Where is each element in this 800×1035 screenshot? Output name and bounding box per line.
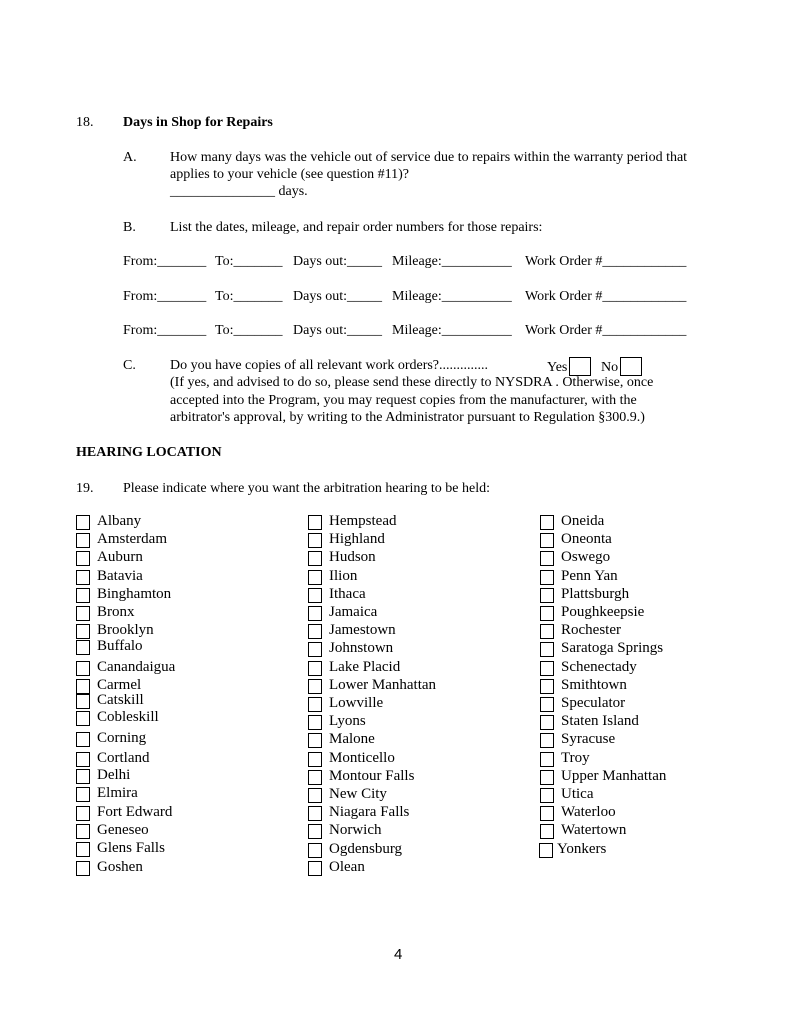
location-checkbox[interactable] <box>540 570 554 585</box>
location-checkbox[interactable] <box>308 806 322 821</box>
work-order-field[interactable]: Work Order #____________ <box>525 254 687 269</box>
q18c-letter: C. <box>123 358 136 373</box>
location-label: Oneida <box>561 513 605 529</box>
location-label: Oswego <box>561 549 611 566</box>
location-checkbox[interactable] <box>76 624 90 639</box>
location-checkbox[interactable] <box>76 694 90 709</box>
location-label: Highland <box>329 531 385 548</box>
location-checkbox[interactable] <box>76 824 90 839</box>
location-label: Lyons <box>329 713 366 730</box>
location-checkbox[interactable] <box>308 606 322 621</box>
location-label: Batavia <box>97 567 143 584</box>
location-checkbox[interactable] <box>308 588 322 603</box>
location-checkbox[interactable] <box>308 752 322 767</box>
location-checkbox[interactable] <box>76 588 90 603</box>
location-label: Lake Placid <box>329 658 401 675</box>
location-label: Lower Manhattan <box>329 676 437 693</box>
location-label: Jamaica <box>329 604 378 620</box>
location-label: Hudson <box>329 549 376 566</box>
hearing-location-heading: HEARING LOCATION <box>76 445 222 460</box>
location-label: Binghamton <box>97 585 172 602</box>
location-checkbox[interactable] <box>540 788 554 803</box>
work-order-field[interactable]: Work Order #____________ <box>525 323 687 338</box>
location-checkbox[interactable] <box>540 606 554 621</box>
location-checkbox[interactable] <box>308 843 322 858</box>
location-label: Upper Manhattan <box>561 767 667 784</box>
location-checkbox[interactable] <box>308 697 322 712</box>
location-checkbox[interactable] <box>308 624 322 639</box>
location-label: Ogdensburg <box>329 840 403 857</box>
location-checkbox[interactable] <box>76 752 90 767</box>
location-label: Poughkeepsie <box>561 604 645 620</box>
location-checkbox[interactable] <box>540 515 554 530</box>
location-label: Fort Edward <box>97 804 173 821</box>
q18-number: 18. <box>76 115 94 130</box>
location-label: Smithtown <box>561 676 627 693</box>
location-checkbox[interactable] <box>76 732 90 747</box>
q18a-line1: How many days was the vehicle out of service due to repairs within the warranty period that <box>170 150 688 165</box>
location-label: Geneseo <box>97 822 149 839</box>
location-label: Syracuse <box>561 731 616 748</box>
location-label: Troy <box>561 749 590 766</box>
location-label: Yonkers <box>557 840 607 857</box>
location-checkbox[interactable] <box>76 842 90 857</box>
location-checkbox[interactable] <box>76 711 90 726</box>
location-label: Brooklyn <box>97 622 154 639</box>
location-checkbox[interactable] <box>308 642 322 657</box>
location-checkbox[interactable] <box>308 533 322 548</box>
q18c-question: Do you have copies of all relevant work orders?.............. <box>170 358 489 373</box>
location-checkbox[interactable] <box>76 806 90 821</box>
location-checkbox[interactable] <box>308 861 322 876</box>
location-checkbox[interactable] <box>539 843 553 858</box>
location-label: Lowville <box>329 695 384 711</box>
q18b-letter: B. <box>123 220 136 235</box>
location-label: Schenectady <box>561 658 637 675</box>
location-label: Jamestown <box>329 622 396 639</box>
location-label: Niagara Falls <box>329 804 410 821</box>
location-label: Hempstead <box>329 513 397 529</box>
location-checkbox[interactable] <box>308 661 322 676</box>
location-label: Speculator <box>561 695 626 711</box>
location-checkbox[interactable] <box>308 733 322 748</box>
location-checkbox[interactable] <box>308 715 322 730</box>
q19-number: 19. <box>76 481 94 496</box>
location-checkbox[interactable] <box>540 770 554 785</box>
location-label: Carmel <box>97 676 142 693</box>
location-label: Glens Falls <box>97 839 165 856</box>
mileage-field[interactable]: Mileage:__________ <box>392 323 512 338</box>
location-label: Olean <box>329 858 365 875</box>
mileage-field[interactable]: Mileage:__________ <box>392 254 512 269</box>
q18a-line2: applies to your vehicle (see question #11)? <box>170 167 409 182</box>
from-field[interactable]: From:_______ <box>123 323 207 338</box>
location-label: Cobleskill <box>97 709 159 726</box>
location-label: Albany <box>97 513 142 529</box>
location-checkbox[interactable] <box>76 679 90 694</box>
location-label: Malone <box>329 731 375 748</box>
location-label: Penn Yan <box>561 567 618 584</box>
q19-text: Please indicate where you want the arbitration hearing to be held: <box>123 481 490 496</box>
q18c-line3: accepted into the Program, you may request copies from the manufacturer, with the <box>170 393 637 408</box>
location-checkbox[interactable] <box>540 624 554 639</box>
location-label: Bronx <box>97 604 135 620</box>
to-field[interactable]: To:_______ <box>215 289 283 304</box>
location-label: Monticello <box>329 749 395 766</box>
q18-title: Days in Shop for Repairs <box>123 115 273 130</box>
location-checkbox[interactable] <box>540 733 554 748</box>
location-label: Watertown <box>561 822 627 839</box>
location-checkbox[interactable] <box>540 806 554 821</box>
days-out-field[interactable]: Days out:_____ <box>293 254 383 269</box>
location-label: Cortland <box>97 749 150 766</box>
location-checkbox[interactable] <box>540 551 554 566</box>
location-checkbox[interactable] <box>308 570 322 585</box>
location-checkbox[interactable] <box>308 770 322 785</box>
location-label: Auburn <box>97 549 143 566</box>
q18c-line4: arbitrator's approval, by writing to the Administrator pursuant to Regulation §300.9.) <box>170 410 645 425</box>
location-label: Ithaca <box>329 585 366 602</box>
location-checkbox[interactable] <box>540 661 554 676</box>
location-label: Plattsburgh <box>561 585 630 602</box>
location-label: Rochester <box>561 622 621 639</box>
location-label: Goshen <box>97 858 143 875</box>
location-checkbox[interactable] <box>76 861 90 876</box>
yes-label: Yes <box>547 360 568 375</box>
q18a-days-field[interactable]: _______________ days. <box>170 184 308 199</box>
location-label: Corning <box>97 730 147 747</box>
location-checkbox[interactable] <box>76 533 90 548</box>
location-checkbox[interactable] <box>540 697 554 712</box>
location-label: Ilion <box>329 567 358 584</box>
location-checkbox[interactable] <box>76 640 90 655</box>
location-checkbox[interactable] <box>540 588 554 603</box>
location-checkbox[interactable] <box>308 515 322 530</box>
work-order-field[interactable]: Work Order #____________ <box>525 289 687 304</box>
location-checkbox[interactable] <box>308 551 322 566</box>
location-label: Johnstown <box>329 640 394 657</box>
location-checkbox[interactable] <box>76 570 90 585</box>
to-field[interactable]: To:_______ <box>215 254 283 269</box>
q18b-text: List the dates, mileage, and repair order numbers for those repairs: <box>170 220 543 235</box>
location-label: Amsterdam <box>97 531 167 548</box>
location-checkbox[interactable] <box>76 606 90 621</box>
days-out-field[interactable]: Days out:_____ <box>293 323 383 338</box>
location-checkbox[interactable] <box>76 515 90 530</box>
to-field[interactable]: To:_______ <box>215 323 283 338</box>
location-label: Utica <box>561 786 594 802</box>
days-out-field[interactable]: Days out:_____ <box>293 289 383 304</box>
location-label: Buffalo <box>97 638 143 655</box>
location-label: Waterloo <box>561 804 616 821</box>
location-checkbox[interactable] <box>76 787 90 802</box>
location-checkbox[interactable] <box>540 824 554 839</box>
location-label: Montour Falls <box>329 767 415 784</box>
location-checkbox[interactable] <box>308 679 322 694</box>
page-number: 4 <box>394 946 403 963</box>
location-label: Norwich <box>329 822 382 839</box>
location-checkbox[interactable] <box>540 715 554 730</box>
location-checkbox[interactable] <box>308 788 322 803</box>
no-label: No <box>601 360 619 375</box>
location-checkbox[interactable] <box>540 752 554 767</box>
location-label: Oneonta <box>561 531 612 548</box>
location-checkbox[interactable] <box>76 551 90 566</box>
location-checkbox[interactable] <box>76 661 90 676</box>
q18a-letter: A. <box>123 150 137 165</box>
location-checkbox[interactable] <box>540 679 554 694</box>
location-checkbox[interactable] <box>540 533 554 548</box>
location-checkbox[interactable] <box>76 769 90 784</box>
mileage-field[interactable]: Mileage:__________ <box>392 289 512 304</box>
location-label: Catskill <box>97 692 144 708</box>
location-label: Staten Island <box>561 713 639 730</box>
location-label: New City <box>329 786 387 802</box>
from-field[interactable]: From:_______ <box>123 289 207 304</box>
location-label: Canandaigua <box>97 658 176 675</box>
from-field[interactable]: From:_______ <box>123 254 207 269</box>
q18c-line2: (If yes, and advised to do so, please send these directly to NYSDRA . Otherwise, once <box>170 375 654 390</box>
location-label: Delhi <box>97 766 131 783</box>
location-checkbox[interactable] <box>540 642 554 657</box>
location-checkbox[interactable] <box>308 824 322 839</box>
location-label: Saratoga Springs <box>561 640 664 657</box>
location-label: Elmira <box>97 785 138 801</box>
